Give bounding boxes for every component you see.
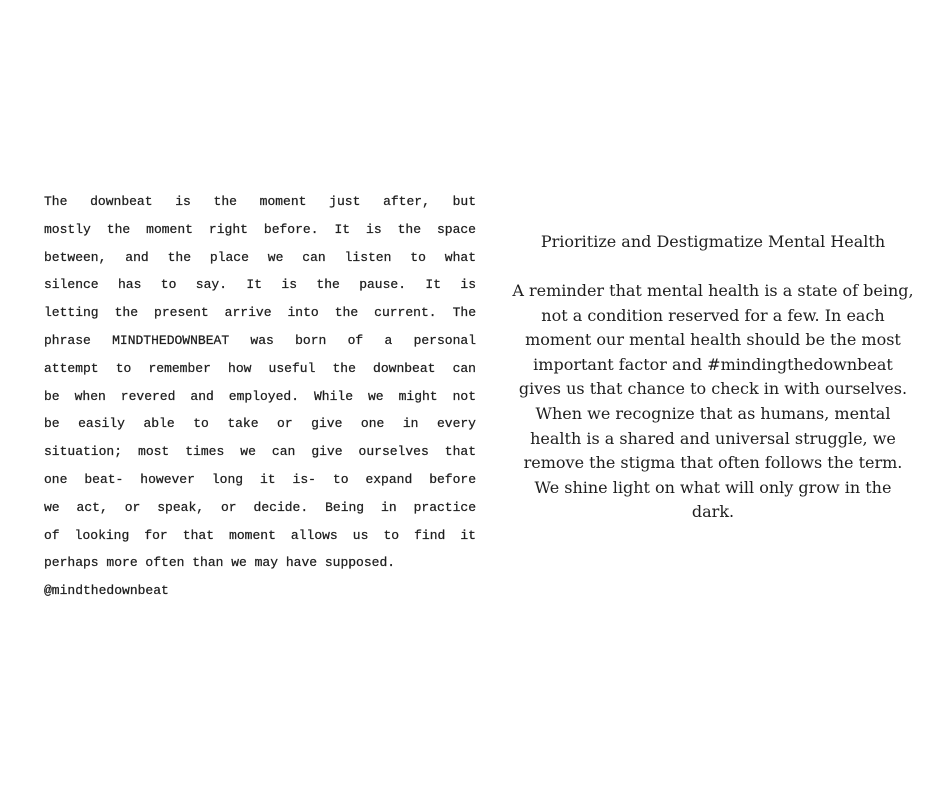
paragraph-line: situation; most times we can give ourselves that	[44, 444, 476, 460]
section-title: Prioritize and Destigmatize Mental Health	[540, 232, 886, 251]
paragraph-line: of looking for that moment allows us to find it	[44, 527, 476, 543]
body-line: remove the stigma that often follows the term.	[523, 453, 903, 473]
paragraph-line: perhaps more often than we may have supposed.	[44, 555, 396, 571]
paragraph-line: phrase MINDTHEDOWNBEAT was born of a personal	[44, 332, 476, 348]
paragraph-line: between, and the place we can listen to what	[44, 249, 476, 265]
title-spacer	[512, 254, 914, 279]
body-line: important factor and #mindingthedownbeat	[533, 354, 893, 374]
body-line: health is a shared and universal struggle, we	[530, 428, 896, 448]
paragraph-line: mostly the moment right before. It is the space	[44, 221, 476, 237]
body-line: gives us that chance to check in with ourselves.	[518, 379, 908, 399]
mental-health-section	[512, 230, 914, 525]
body-line: We shine light on what will only grow in the	[534, 477, 892, 497]
paragraph-line: we act, or speak, or decide. Being in practice	[44, 499, 476, 515]
paragraph-line: be easily able to take or give one in every	[44, 416, 476, 432]
body-line: A reminder that mental health is a state of being,	[512, 281, 914, 300]
paragraph-line: one beat- however long it is- to expand before	[44, 471, 476, 487]
paragraph-line: The downbeat is the moment just after, but	[44, 194, 476, 209]
paragraph-line: letting the present arrive into the current. The	[44, 305, 476, 321]
handle-signature: @mindthedownbeat	[44, 583, 169, 599]
body-line: dark.	[691, 502, 735, 522]
body-line: not a condition reserved for a few. In each	[541, 305, 885, 325]
body-line: moment our mental health should be the most	[525, 330, 901, 350]
body-line: When we recognize that as humans, mental	[535, 403, 891, 423]
downbeat-paragraph	[44, 188, 476, 605]
paragraph-line: silence has to say. It is the pause. It is	[44, 277, 476, 293]
paragraph-line: attempt to remember how useful the downbeat can	[44, 360, 476, 376]
paragraph-line: be when revered and employed. While we might not	[44, 388, 476, 404]
